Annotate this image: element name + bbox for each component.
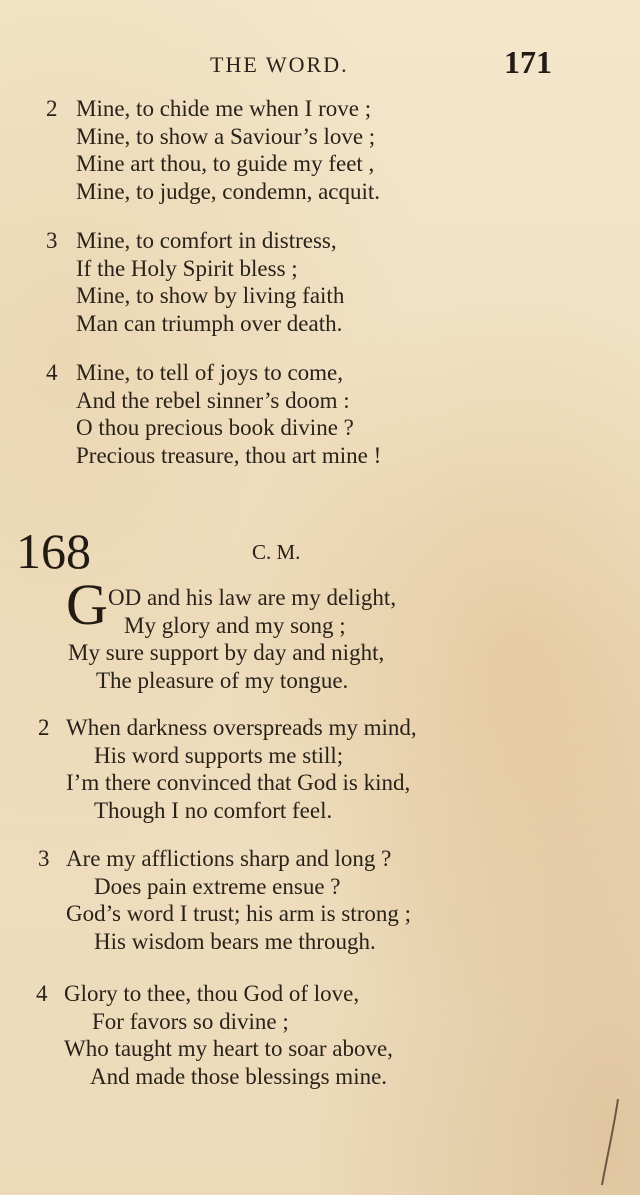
verse-line: The pleasure of my tongue. — [96, 667, 349, 693]
verse-line: Who taught my heart to soar above, — [64, 1036, 393, 1061]
verse-line: I’m there convinced that God is kind, — [66, 770, 411, 795]
previous-hymn-verse-2 — [0, 95, 640, 205]
verse-line: And the rebel sinner’s doom : — [76, 387, 350, 413]
previous-hymn-verse-4 — [0, 359, 640, 469]
verse-line: Man can triumph over death. — [76, 310, 343, 336]
verse-number: 2 — [38, 715, 50, 740]
verse-line: Precious treasure, thou art mine ! — [76, 442, 382, 468]
hymn-meter: C. M. — [252, 540, 301, 564]
verse-line: My glory and my song ; — [124, 612, 346, 638]
verse-line: God’s word I trust; his arm is strong ; — [66, 901, 411, 926]
verse-line: OD and his law are my delight, — [108, 585, 397, 610]
verse-line: Mine, to show a Saviour’s love ; — [76, 123, 376, 149]
hymn-number: 168 — [16, 523, 91, 579]
verse-number: 4 — [46, 360, 58, 385]
hymn-verse-2 — [0, 714, 640, 824]
verse-line: Does pain extreme ensue ? — [94, 873, 341, 899]
verse-line: My sure support by day and night, — [68, 640, 385, 665]
previous-hymn-verse-3 — [0, 227, 640, 337]
verse-number: 3 — [38, 846, 50, 871]
verse-number: 4 — [36, 981, 48, 1006]
verse-line: Are my afflictions sharp and long ? — [66, 846, 392, 871]
running-header: THE WORD. — [210, 52, 349, 77]
verse-line: When darkness overspreads my mind, — [66, 715, 417, 740]
verse-number: 2 — [46, 96, 58, 121]
page-edge-mark — [596, 1097, 626, 1187]
verse-line: Mine, to comfort in distress, — [76, 228, 337, 253]
verse-line: O thou precious book divine ? — [76, 415, 354, 440]
verse-line: His wisdom bears me through. — [94, 928, 376, 954]
verse-line: His word supports me still; — [94, 742, 344, 768]
verse-line: If the Holy Spirit bless ; — [76, 255, 298, 281]
verse-line: And made those blessings mine. — [90, 1063, 388, 1089]
hymn-verse-1 — [0, 584, 640, 694]
hymn-verse-3 — [0, 845, 640, 955]
verse-line: Mine, to show by living faith — [76, 283, 345, 308]
verse-line: Though I no comfort feel. — [94, 797, 333, 823]
verse-line: Mine art thou, to guide my feet , — [76, 151, 375, 176]
verse-line: Glory to thee, thou God of love, — [64, 981, 360, 1006]
verse-line: For favors so divine ; — [92, 1008, 289, 1034]
page-number: 171 — [504, 44, 552, 80]
verse-line: Mine, to chide me when I rove ; — [76, 96, 372, 121]
hymn-verse-4 — [0, 980, 640, 1090]
drop-cap-letter: G — [66, 572, 108, 637]
verse-line: Mine, to tell of joys to come, — [76, 360, 344, 385]
verse-number: 3 — [46, 228, 58, 253]
verse-line: Mine, to judge, condemn, acquit. — [76, 178, 381, 204]
